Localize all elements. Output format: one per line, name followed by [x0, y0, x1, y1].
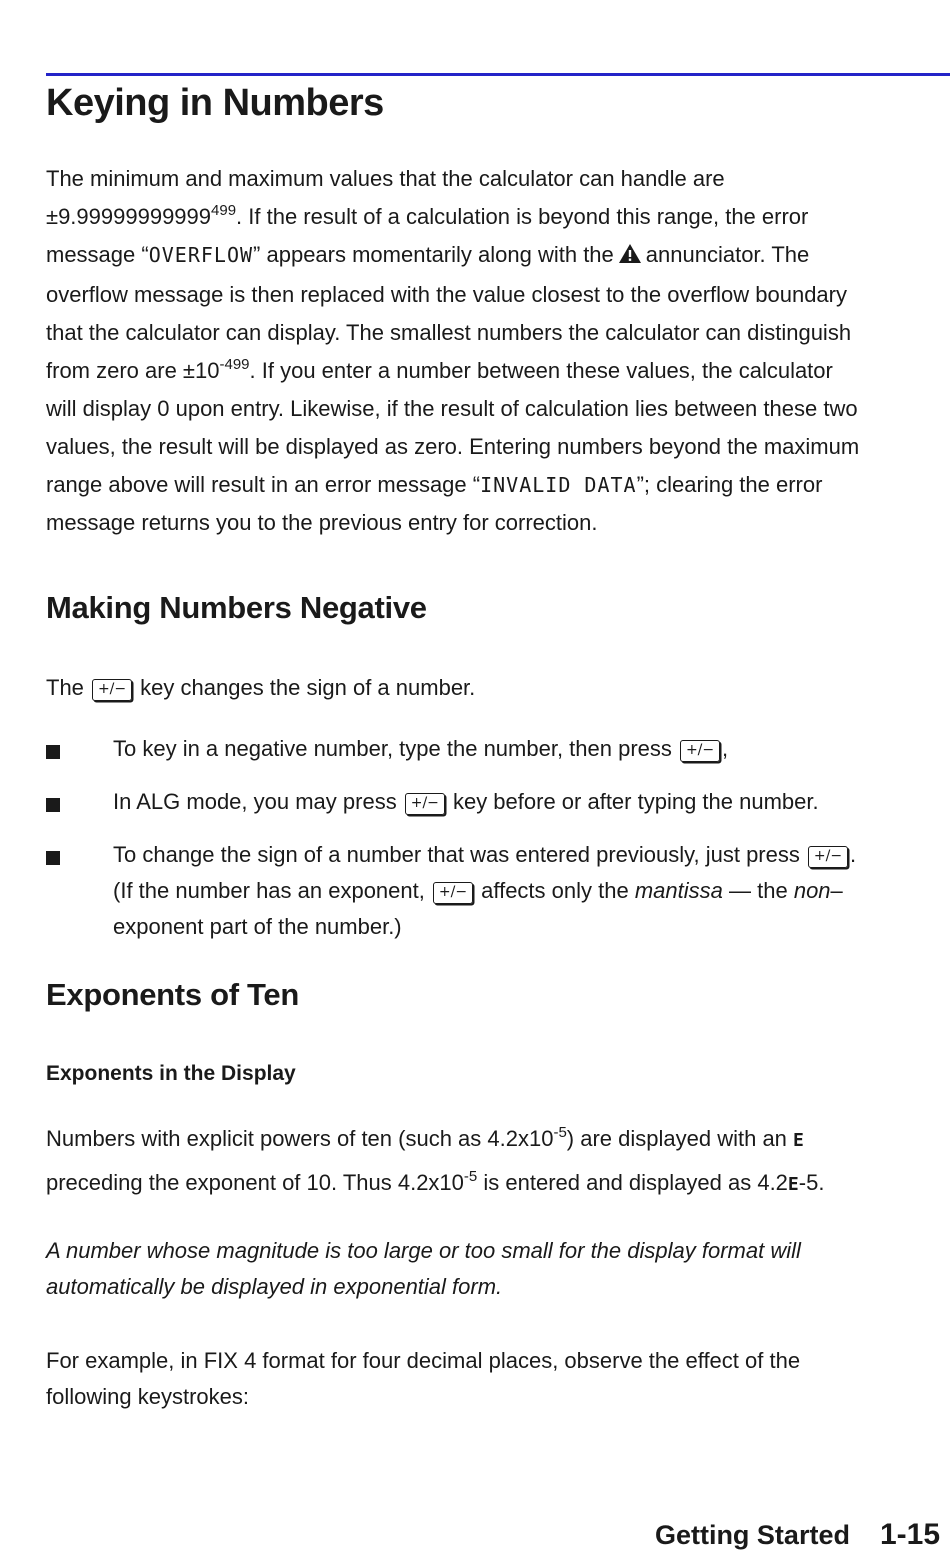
- example-paragraph: [46, 1343, 938, 1415]
- intro-line: . If you enter a number between these values, the calculator: [249, 358, 833, 383]
- superscript: -5: [553, 1124, 567, 1141]
- negative-intro: [46, 669, 938, 707]
- text: exponent part of the number.): [113, 914, 402, 939]
- list-item-text: [113, 837, 938, 945]
- list-item-text: [113, 784, 938, 820]
- plus-minus-key-icon: +/−: [405, 793, 445, 815]
- superscript: -499: [219, 356, 250, 373]
- text: key before or after typing the number.: [452, 789, 819, 814]
- intro-paragraph: [46, 160, 938, 542]
- intro-line: from zero are ±10: [46, 358, 220, 383]
- text: ,: [722, 736, 729, 761]
- exponent-e-symbol: E: [793, 1130, 804, 1151]
- intro-line: message “: [46, 242, 149, 267]
- intro-line: values, the result will be displayed as zero. Entering numbers beyond the maximum: [46, 434, 860, 459]
- exponent-e-symbol: E: [787, 1174, 799, 1195]
- exponents-paragraph: [46, 1118, 938, 1206]
- mantissa-term: mantissa: [634, 878, 723, 903]
- superscript: 499: [211, 202, 237, 219]
- text: (If the number has an exponent,: [113, 878, 425, 903]
- non-term: non: [793, 878, 831, 903]
- footer-section: Getting Started: [654, 1520, 850, 1550]
- intro-line: The minimum and maximum values that the calculator can handle are: [46, 166, 725, 191]
- page-number: 1-15: [879, 1518, 940, 1551]
- section-heading-negative: Making Numbers Negative: [46, 590, 427, 625]
- text: The: [46, 675, 84, 700]
- bullet-icon: [46, 798, 60, 812]
- section-heading-exponents: Exponents of Ten: [46, 977, 299, 1012]
- text: automatically be displayed in exponential form.: [46, 1274, 503, 1299]
- text: preceding the exponent of 10. Thus 4.2x10: [46, 1170, 464, 1195]
- title-rule: [46, 73, 950, 76]
- plus-minus-key-icon: +/−: [92, 679, 132, 701]
- warning-icon: [618, 238, 642, 276]
- page-title: Keying in Numbers: [46, 82, 384, 124]
- intro-line: . If the result of a calculation is beyond this range, the error: [236, 204, 809, 229]
- text: To change the sign of a number that was entered previously, just press: [113, 842, 800, 867]
- exponential-note: [46, 1233, 938, 1305]
- text: Numbers with explicit powers of ten (such as 4.2x10: [46, 1126, 554, 1151]
- text: In ALG mode, you may press: [113, 789, 397, 814]
- invalid-data-message: INVALID DATA: [480, 473, 637, 497]
- intro-line: will display 0 upon entry. Likewise, if the result of calculation lies between these two: [46, 396, 858, 421]
- intro-line: range above will result in an error message “: [46, 472, 481, 497]
- subsection-heading-display: Exponents in the Display: [46, 1062, 296, 1085]
- text: affects only the: [481, 878, 629, 903]
- bullet-icon: [46, 851, 60, 865]
- text: — the: [729, 878, 788, 903]
- plus-minus-key-icon: +/−: [680, 740, 720, 762]
- text: following keystrokes:: [46, 1384, 249, 1409]
- text: For example, in FIX 4 format for four decimal places, observe the effect of the: [46, 1348, 801, 1373]
- intro-line: overflow message is then replaced with the value closest to the overflow boundary: [46, 282, 847, 307]
- overflow-message: OVERFLOW: [148, 243, 254, 267]
- intro-line: ±9.99999999999: [46, 204, 212, 229]
- plus-minus-key-icon: +/−: [808, 846, 848, 868]
- text: A number whose magnitude is too large or too small for the display format will: [46, 1238, 801, 1263]
- text: .: [850, 842, 857, 867]
- list-item-text: [113, 731, 938, 767]
- intro-line: message returns you to the previous entry for correction.: [46, 510, 598, 535]
- text: is entered and displayed as 4.2: [483, 1170, 788, 1195]
- text: To key in a negative number, type the number, then press: [113, 736, 672, 761]
- intro-line: that the calculator can display. The smallest numbers the calculator can distinguish: [46, 320, 852, 345]
- page-footer: [655, 1518, 940, 1552]
- text: ) are displayed with an: [566, 1126, 787, 1151]
- superscript: -5: [463, 1168, 478, 1185]
- text: key changes the sign of a number.: [140, 675, 476, 700]
- plus-minus-key-icon: +/−: [433, 882, 473, 904]
- text: -5.: [798, 1170, 825, 1195]
- intro-line: annunciator. The: [645, 242, 810, 267]
- intro-line: ” appears momentarily along with the: [253, 242, 614, 267]
- intro-line: ”; clearing the error: [636, 472, 823, 497]
- text: –: [830, 878, 843, 903]
- bullet-icon: [46, 745, 60, 759]
